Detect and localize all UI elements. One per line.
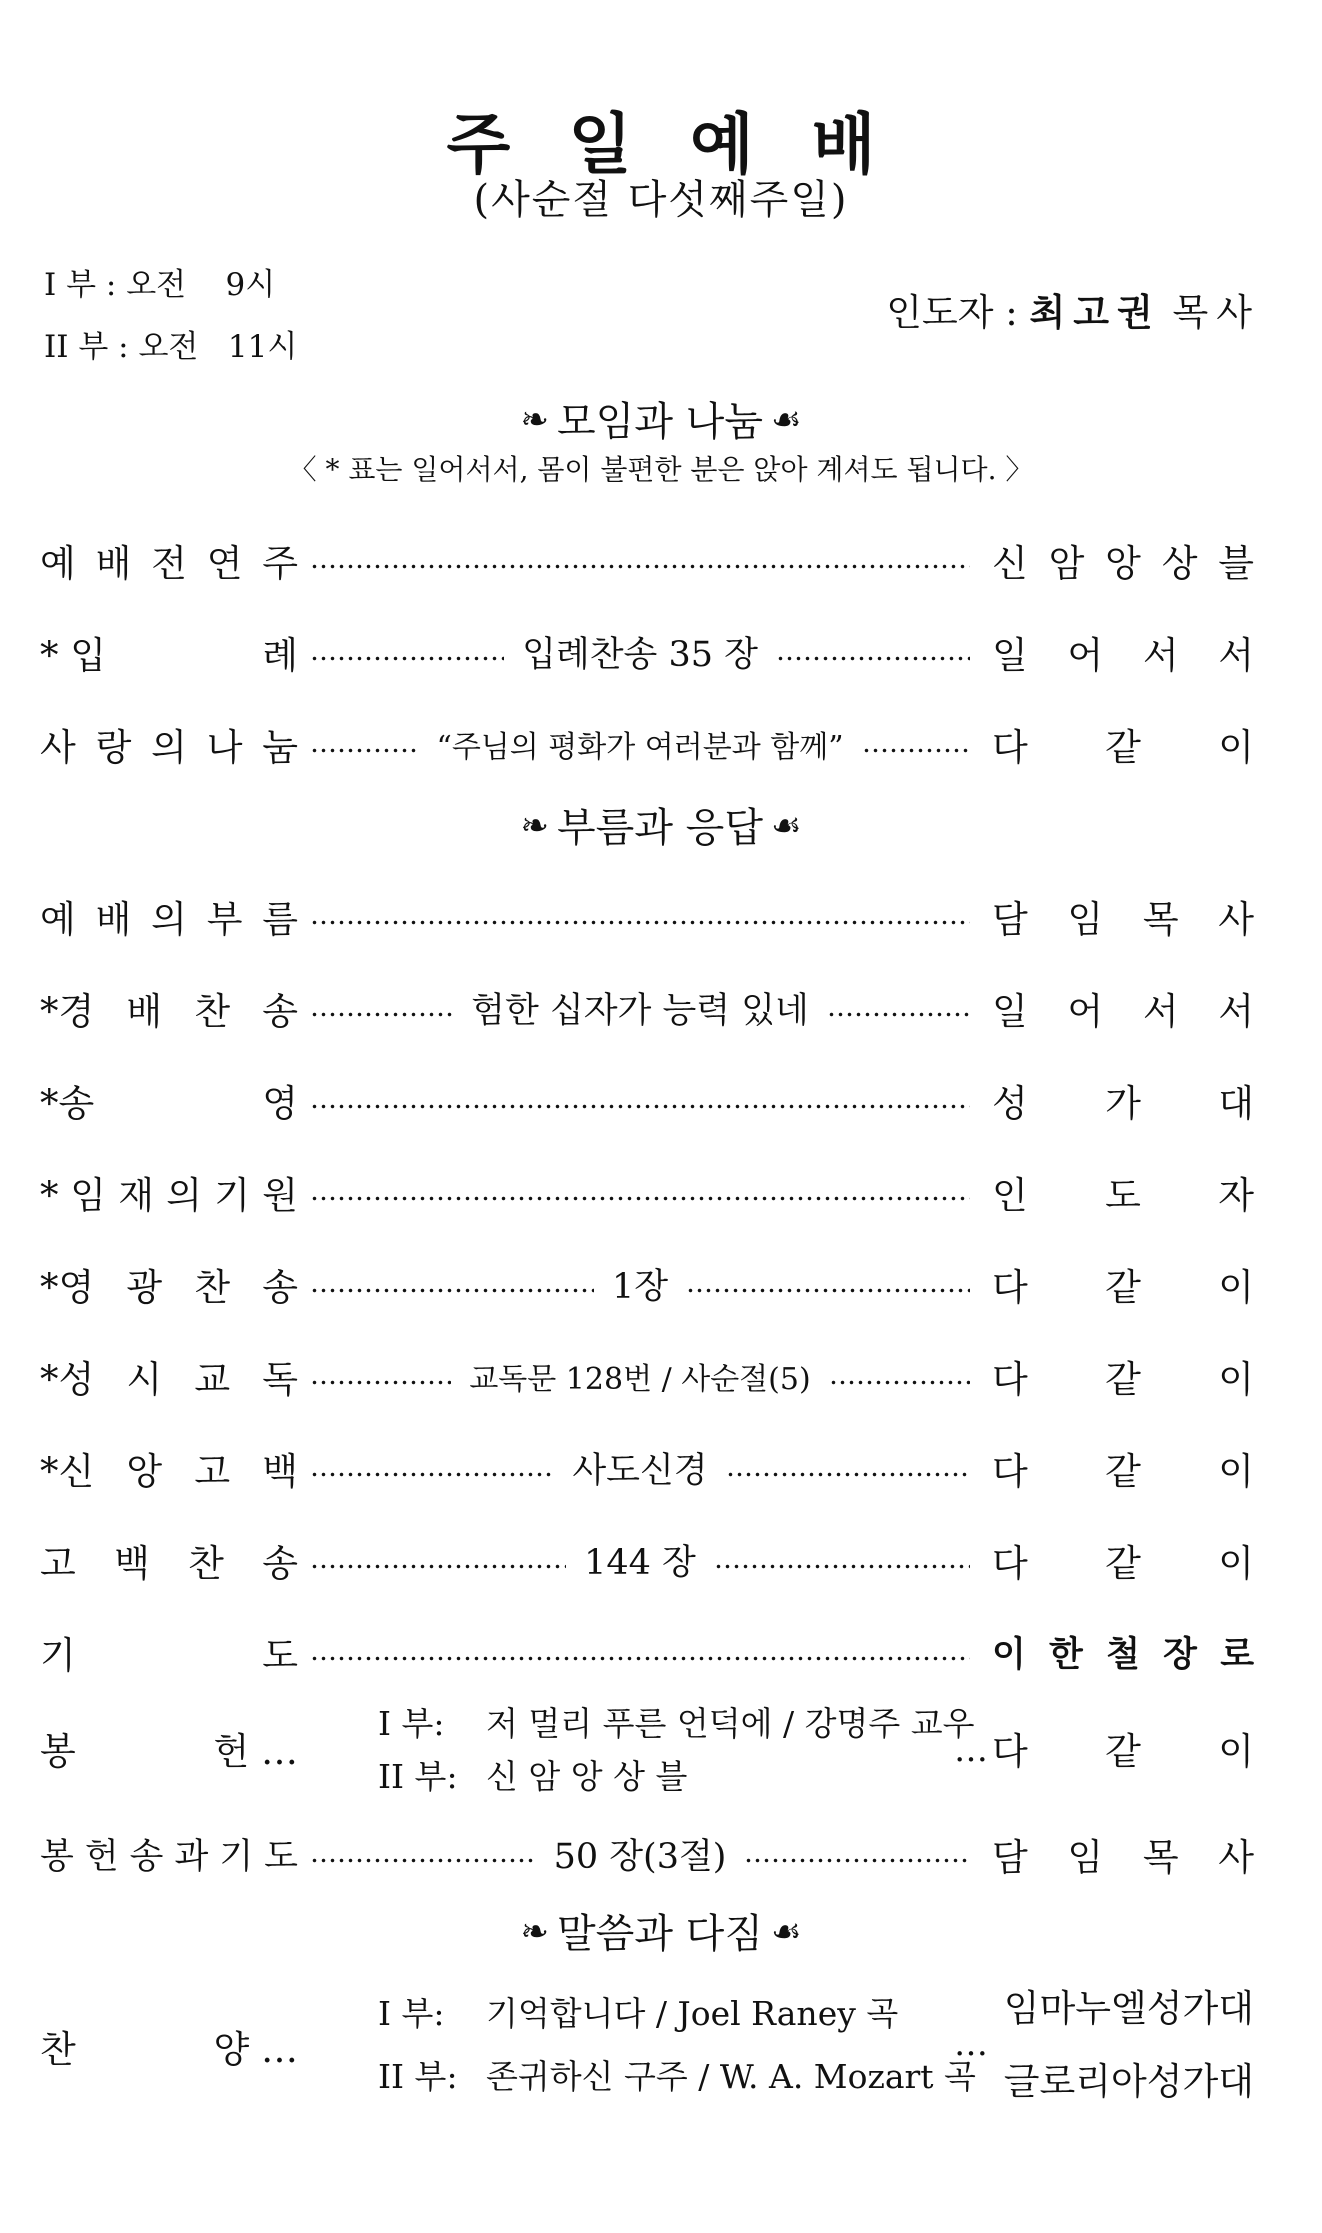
order-item-leader-dots bbox=[310, 622, 970, 682]
anthem-line1-text: 기억합니다 / Joel Raney 곡 bbox=[486, 1994, 899, 2033]
section-title: 부름과 응답 bbox=[557, 805, 763, 851]
order-item-leader-dots bbox=[310, 886, 970, 946]
order-item-responsible: 담 임 목 사 bbox=[992, 898, 1254, 941]
offering-ellipsis: … bbox=[954, 1730, 988, 1770]
order-item-responsible: 신 암 앙 상 블 bbox=[992, 542, 1254, 585]
order-item-name: 예 배 전 연 주 bbox=[40, 542, 298, 585]
order-item-leader-dots bbox=[310, 1346, 970, 1406]
order-item-name: 기 도 bbox=[40, 1634, 298, 1677]
anthem-name: 찬 양 … bbox=[40, 2028, 298, 2071]
order-item-name: 예 배 의 부 름 bbox=[40, 898, 298, 941]
order-item-detail: 144 장 bbox=[584, 1543, 696, 1583]
offering-prayer-hymn: 50 장(3절) bbox=[553, 1837, 727, 1877]
ornament-icon: ☙ bbox=[770, 1912, 802, 1952]
ornament-icon: ☙ bbox=[770, 806, 802, 846]
order-item-responsible: 다 같 이 bbox=[992, 1358, 1254, 1401]
order-item-responsible: 다 같 이 bbox=[992, 1542, 1254, 1585]
ornament-icon: ❧ bbox=[520, 1912, 550, 1952]
order-item-detail: 교독문 128번 / 사순절(5) bbox=[469, 1362, 811, 1397]
session-2-time: II 부 : 오전 11시 bbox=[44, 329, 298, 365]
order-item-responsible: 다 같 이 bbox=[992, 726, 1254, 769]
section-title: 모임과 나눔 bbox=[557, 399, 763, 445]
order-item-name: * 입 례 bbox=[40, 634, 298, 677]
order-item-leader-dots bbox=[310, 530, 970, 590]
ornament-icon: ❧ bbox=[520, 400, 550, 440]
order-item-responsible: 일 어 서 서 bbox=[992, 990, 1254, 1033]
order-item-responsible: 인 도 자 bbox=[992, 1174, 1254, 1217]
order-item-name: *경 배 찬 송 bbox=[40, 990, 298, 1033]
offering-responsible: 다 같 이 bbox=[992, 1730, 1254, 1773]
ornament-icon: ☙ bbox=[770, 400, 802, 440]
leader-label: 인도자 : bbox=[886, 291, 1030, 334]
order-row-gloria-hymn bbox=[0, 1254, 1322, 1314]
order-item-name: *영 광 찬 송 bbox=[40, 1266, 298, 1309]
offering-line2-text: 신 암 앙 상 블 bbox=[486, 1757, 688, 1796]
order-row-prayer bbox=[0, 1622, 1322, 1682]
order-item-responsible: 다 같 이 bbox=[992, 1266, 1254, 1309]
anthem-choirs bbox=[992, 1987, 1254, 2103]
order-item-leader-dots bbox=[310, 978, 970, 1038]
section-heading-gathering bbox=[0, 399, 1322, 445]
order-item-leader-dots bbox=[310, 1530, 970, 1590]
order-item-responsible: 성 가 대 bbox=[992, 1082, 1254, 1125]
order-item-responsible: 이 한 철 장 로 bbox=[992, 1635, 1254, 1675]
order-item-leader-dots bbox=[310, 1254, 970, 1314]
order-row-processional bbox=[0, 622, 1322, 682]
section-heading-word bbox=[0, 1911, 1322, 1957]
order-item-detail: 1장 bbox=[611, 1267, 669, 1307]
offering-prayer-responsible: 담 임 목 사 bbox=[992, 1836, 1254, 1879]
order-item-leader-dots bbox=[310, 1162, 970, 1222]
order-item-leader-dots bbox=[310, 1070, 970, 1130]
offering-name: 봉 헌 … bbox=[40, 1730, 298, 1773]
order-row-invocation bbox=[0, 1162, 1322, 1222]
order-item-detail: 험한 십자가 능력 있네 bbox=[471, 991, 809, 1031]
order-row-creed bbox=[0, 1438, 1322, 1498]
anthem-ellipsis: … bbox=[954, 2024, 988, 2064]
order-item-name: *성 시 교 독 bbox=[40, 1358, 298, 1401]
order-row-response-hymn bbox=[0, 1530, 1322, 1590]
ornament-icon: ❧ bbox=[520, 806, 550, 846]
anthem-line2-label: II 부: bbox=[378, 2057, 458, 2096]
worship-leader bbox=[886, 291, 1260, 334]
anthem-choir-1: 임마누엘성가대 bbox=[1003, 1987, 1254, 2030]
order-item-detail: 입례찬송 35 장 bbox=[522, 635, 758, 675]
anthem-line1-label: I 부: bbox=[378, 1994, 445, 2033]
order-row-hymn-of-worship bbox=[0, 978, 1322, 1038]
order-row-prelude bbox=[0, 530, 1322, 590]
order-item-name: *송 영 bbox=[40, 1082, 298, 1125]
order-row-doxology bbox=[0, 1070, 1322, 1130]
anthem-line2-text: 존귀하신 구주 / W. A. Mozart 곡 bbox=[486, 2057, 976, 2096]
page-title: 주일예배 bbox=[446, 106, 934, 183]
session-1-time: I 부 : 오전 9시 bbox=[44, 267, 276, 303]
order-row-call-to-worship bbox=[0, 886, 1322, 946]
section-title: 말씀과 다짐 bbox=[557, 1911, 763, 1957]
offering-line2-label: II 부: bbox=[378, 1757, 458, 1796]
order-row-passing-peace bbox=[0, 714, 1322, 774]
offering-prayer-name: 봉 헌 송 과 기 도 bbox=[40, 1837, 298, 1877]
order-item-leader-dots bbox=[310, 1622, 970, 1682]
order-item-detail: “주님의 평화가 여러분과 함께” bbox=[436, 730, 844, 765]
order-item-name: 사 랑 의 나 눔 bbox=[40, 726, 298, 769]
order-item-name: *신 앙 고 백 bbox=[40, 1450, 298, 1493]
order-item-detail: 사도신경 bbox=[572, 1451, 708, 1491]
offering-prayer-row bbox=[0, 1824, 1322, 1884]
offering-line1-text: 저 멀리 푸른 언덕에 / 강명주 교우 bbox=[486, 1704, 975, 1743]
order-item-responsible: 다 같 이 bbox=[992, 1450, 1254, 1493]
order-row-responsive-reading bbox=[0, 1346, 1322, 1406]
leader-name: 최고권 bbox=[1029, 291, 1161, 334]
anthem-choir-2: 글로리아성가대 bbox=[1003, 2060, 1254, 2103]
standing-note: 〈 * 표는 일어서서, 몸이 불편한 분은 앉아 계셔도 됩니다. 〉 bbox=[288, 453, 1034, 486]
order-item-leader-dots bbox=[310, 1438, 970, 1498]
order-item-name: 고 백 찬 송 bbox=[40, 1542, 298, 1585]
order-item-name: * 임 재 의 기 원 bbox=[40, 1174, 298, 1217]
section-heading-calling bbox=[0, 805, 1322, 851]
order-item-leader-dots bbox=[310, 714, 970, 774]
page-subtitle: (사순절 다섯째주일) bbox=[473, 177, 849, 223]
order-item-responsible: 일 어 서 서 bbox=[992, 634, 1254, 677]
leader-title: 목사 bbox=[1172, 291, 1260, 334]
offering-line1-label: I 부: bbox=[378, 1704, 445, 1743]
